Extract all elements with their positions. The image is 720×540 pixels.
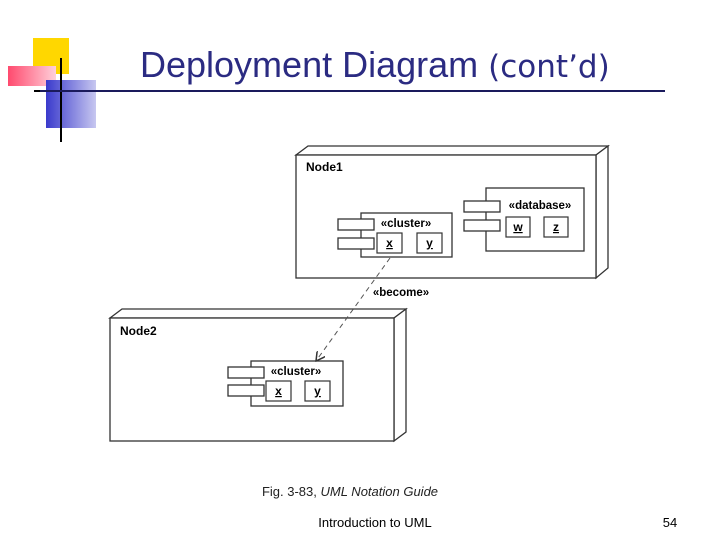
node1-label: Node1 bbox=[306, 160, 343, 174]
figure-caption bbox=[200, 484, 500, 499]
node1-cluster-stereotype: «cluster» bbox=[380, 218, 432, 230]
node2-label: Node2 bbox=[120, 324, 157, 338]
title-suffix: (cont’d) bbox=[488, 49, 610, 85]
node2-cluster-attr-y: y bbox=[314, 384, 321, 398]
caption-prefix: Fig. 3-83, bbox=[261, 484, 321, 499]
caption-source: UML Notation Guide bbox=[320, 484, 439, 499]
node1-cluster-attr-y: y bbox=[426, 236, 433, 250]
footer-text: Introduction to UML bbox=[318, 515, 432, 530]
node1-cluster-attr-x: x bbox=[386, 236, 393, 250]
database-attr-z: z bbox=[553, 220, 559, 234]
node2-cluster-stereotype: «cluster» bbox=[270, 366, 322, 378]
become-label: «become» bbox=[372, 287, 430, 299]
database-stereotype: «database» bbox=[508, 200, 572, 212]
title-main: Deployment Diagram bbox=[140, 44, 479, 85]
node2-cluster-attr-x: x bbox=[275, 384, 282, 398]
database-attr-w: w bbox=[513, 220, 523, 234]
page-number: 54 bbox=[662, 515, 678, 530]
